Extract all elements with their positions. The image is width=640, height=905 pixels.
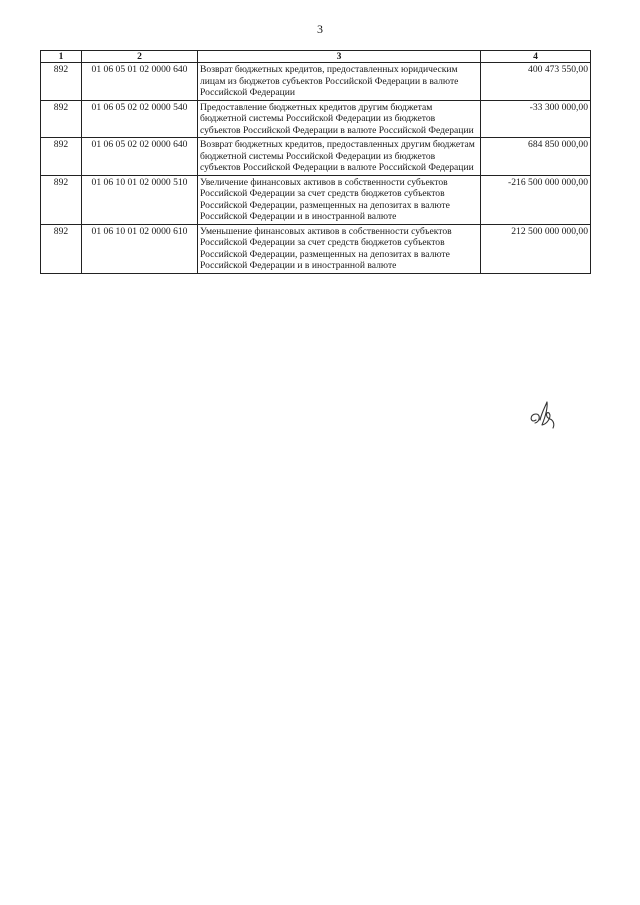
admin-code-cell: 892	[41, 224, 82, 273]
amount-cell: 212 500 000 000,00	[481, 224, 591, 273]
admin-code-cell: 892	[41, 100, 82, 138]
description-cell: Возврат бюджетных кредитов, предоставленных юридическим лицам из бюджетов субъектов Российской Федерации в валюте Российской Федерации	[198, 63, 481, 101]
column-header-admin: 1	[41, 51, 82, 63]
table-row	[41, 63, 591, 101]
budget-code-cell: 01 06 05 02 02 0000 640	[82, 138, 198, 176]
budget-code-cell: 01 06 10 01 02 0000 510	[82, 175, 198, 224]
page-number: 3	[317, 22, 323, 36]
description-cell: Увеличение финансовых активов в собственности субъектов Российской Федерации за счет средств бюджетов субъектов Российской Федерации, размещенных на депозитах в валюте Российской Федерации и в иностранной валюте	[198, 175, 481, 224]
table-row	[41, 138, 591, 176]
budget-code-cell: 01 06 05 02 02 0000 540	[82, 100, 198, 138]
table-header-row	[41, 51, 591, 63]
amount-cell: -216 500 000 000,00	[481, 175, 591, 224]
signature-stroke	[531, 402, 554, 428]
table-row	[41, 175, 591, 224]
admin-code-cell: 892	[41, 63, 82, 101]
budget-sources-table	[40, 50, 591, 274]
column-header-amount: 4	[481, 51, 591, 63]
column-header-code: 2	[82, 51, 198, 63]
table-row	[41, 224, 591, 273]
description-cell: Возврат бюджетных кредитов, предоставленных другим бюджетам бюджетной системы Российской Федерации из бюджетов субъектов Российской Федерации в валюте Российской Федерации	[198, 138, 481, 176]
table-row	[41, 100, 591, 138]
description-cell: Уменьшение финансовых активов в собственности субъектов Российской Федерации за счет средств бюджетов субъектов Российской Федерации, размещенных на депозитах в валюте Российской Федерации и в иностранной валюте	[198, 224, 481, 273]
handwritten-signature	[526, 398, 562, 432]
column-header-description: 3	[198, 51, 481, 63]
admin-code-cell: 892	[41, 138, 82, 176]
amount-cell: -33 300 000,00	[481, 100, 591, 138]
admin-code-cell: 892	[41, 175, 82, 224]
budget-code-cell: 01 06 10 01 02 0000 610	[82, 224, 198, 273]
amount-cell: 400 473 550,00	[481, 63, 591, 101]
description-cell: Предоставление бюджетных кредитов другим бюджетам бюджетной системы Российской Федерации из бюджетов субъектов Российской Федерации в валюте Российской Федерации	[198, 100, 481, 138]
amount-cell: 684 850 000,00	[481, 138, 591, 176]
budget-code-cell: 01 06 05 01 02 0000 640	[82, 63, 198, 101]
